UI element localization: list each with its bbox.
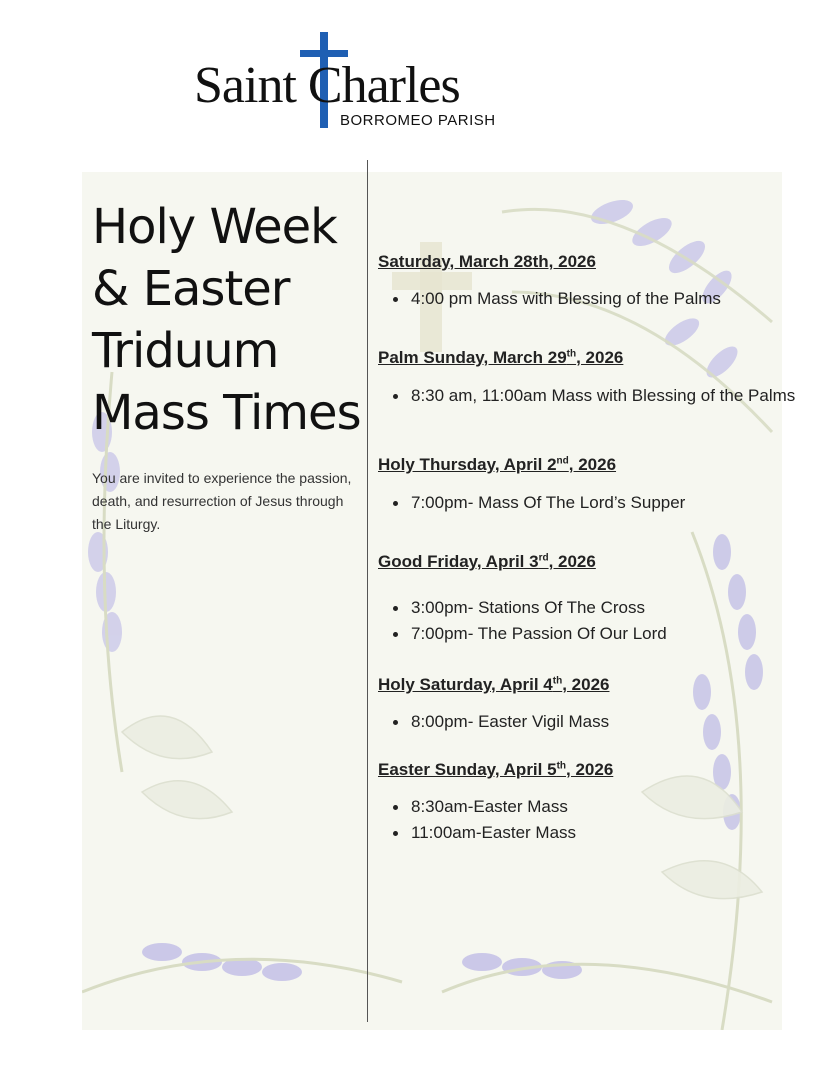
list-item: 7:00pm- The Passion Of Our Lord xyxy=(378,621,808,647)
column-divider xyxy=(367,160,368,1022)
list-item: 8:00pm- Easter Vigil Mass xyxy=(378,709,808,735)
title-line: Mass Times xyxy=(92,385,361,441)
schedule-day: Good Friday, April 3rd, 2026 xyxy=(378,552,596,571)
schedule-items xyxy=(378,794,808,846)
logo-name: Saint Charles xyxy=(194,57,460,114)
title-line: Triduum xyxy=(92,323,279,379)
title-line: & Easter xyxy=(92,261,290,317)
schedule-day: Holy Saturday, April 4th, 2026 xyxy=(378,675,610,694)
page-title xyxy=(92,196,362,444)
parish-logo xyxy=(190,28,520,138)
list-item: 8:30am-Easter Mass xyxy=(378,794,808,820)
list-item: 4:00 pm Mass with Blessing of the Palms xyxy=(378,286,808,312)
schedule-items xyxy=(378,709,808,735)
title-line: Holy Week xyxy=(92,199,337,255)
schedule-items xyxy=(378,490,808,516)
schedule-items xyxy=(378,286,808,312)
schedule-day: Easter Sunday, April 5th, 2026 xyxy=(378,760,614,779)
logo-subtitle: BORROMEO PARISH xyxy=(340,112,496,129)
list-item: 7:00pm- Mass Of The Lord’s Supper xyxy=(378,490,808,516)
intro-text: You are invited to experience the passion, death, and resurrection of Jesus through the Liturgy. xyxy=(92,470,352,532)
schedule-items xyxy=(378,595,808,647)
schedule-items xyxy=(378,383,808,409)
schedule-day: Holy Thursday, April 2nd, 2026 xyxy=(378,455,617,474)
schedule-day: Saturday, March 28th, 2026 xyxy=(378,252,596,271)
list-item: 8:30 am, 11:00am Mass with Blessing of the Palms xyxy=(378,383,808,409)
schedule-day: Palm Sunday, March 29th, 2026 xyxy=(378,348,624,367)
list-item: 3:00pm- Stations Of The Cross xyxy=(378,595,808,621)
list-item: 11:00am-Easter Mass xyxy=(378,820,808,846)
